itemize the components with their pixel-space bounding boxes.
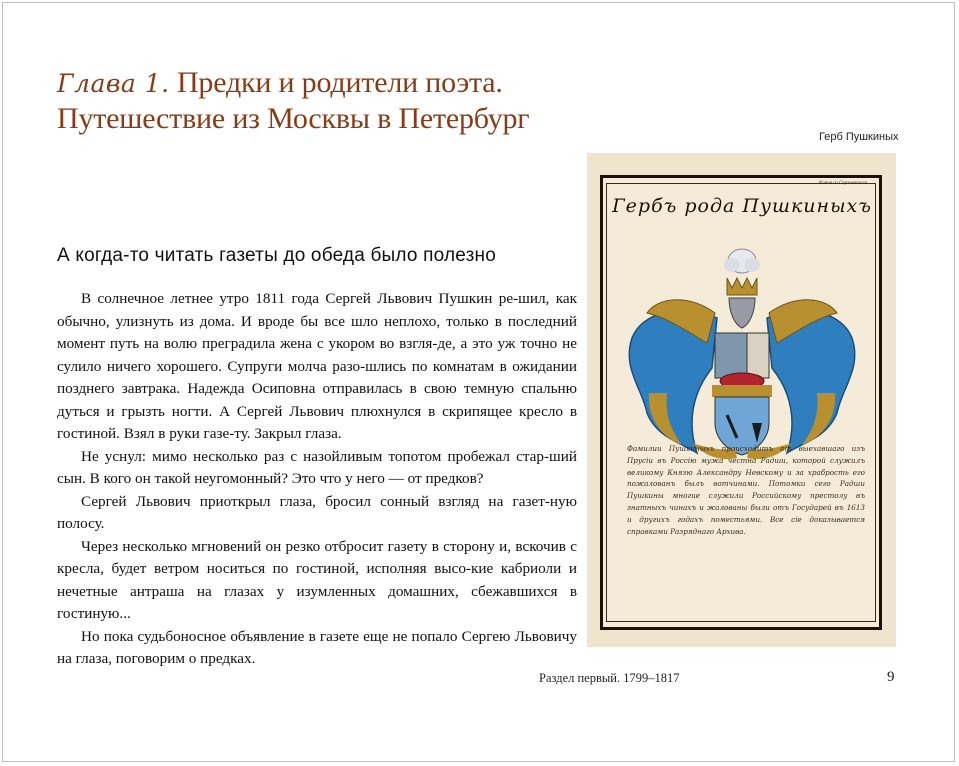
body-text [57,288,577,671]
illustration-caption: Герб Пушкиных [819,131,899,143]
chapter-title-line2: Путешествие из Москвы в Петербург [57,102,530,135]
book-page [2,2,955,762]
coat-of-arms-drawing [587,153,896,647]
paragraph: Через несколько мгновений он резко отбросит газету в сторону и, вскочив с кресла, будет ветром носиться по гостиной, исполняя высо-кие кабриоли и нечетные антраша на глазах у изумленных домашних, сбежавшихся в гостиную... [57,537,577,622]
illustration-heading: Гербъ родa Пушкиныхъ [612,195,872,217]
running-footer: Раздел первый. 1799–1817 [539,671,680,685]
coat-of-arms-illustration [587,153,896,647]
paragraph: Но пока судьбоносное объявление в газете еще не попало Сергею Львовичу на глаза, поговорим о предках. [57,627,577,667]
page-number: 9 [887,669,895,685]
illustration-manuscript-text: Фамилии Пушкиныхъ происходитъ от выехавшаго изъ Прусiи въ Россiю мужа честна Радши, которой служилъ великому Князю Александру Невскому и за храбрость его пожалованъ былъ вотчинами. Потомки сего Радши Пушкины многие служили Российскому престолу въ знатныхъ чинахъ и жалованы были отъ Государей въ 1613 и другихъ годахъ поместьями. Все сiе доказывается справками Разряднаго Архива. [627,444,865,536]
chapter-title-line1: Предки и родители поэта. [176,66,503,99]
paragraph: В солнечное летнее утро 1811 года Сергей Львович Пушкин ре-шил, как обычно, улизнуть из дома. И вроде бы все шло неплохо, только в последний момент путь на волю преградила жена с укором во взгля-де, а это уж точно не сулило ничего хорошего. Супруги молча разо-шлись по комнатам в ожидании позднего завтрака. Надежда Осиповна отправилась в свою темную спальню дуться и грызть ногти. А Сергей Львович плюхнулся в скрипящее кресло в гостиной. Взял в руки газе-ту. Закрыл глаза. [57,290,577,442]
section-subheading: А когда-то читать газеты до обеда было полезно [57,245,496,266]
illustration-note: Копия со Сергиевского... [819,181,871,186]
paragraph: Не уснул: мимо несколько раз с назойливым топотом пробежал стар-ший сын. В кого он такой неугомонный? Это что у него — от предков? [57,447,577,487]
chapter-label: Глава 1. [57,69,170,98]
chapter-title [57,65,617,136]
paragraph: Сергей Львович приоткрыл глаза, бросил сонный взгляд на газет-ную полосу. [57,492,577,532]
